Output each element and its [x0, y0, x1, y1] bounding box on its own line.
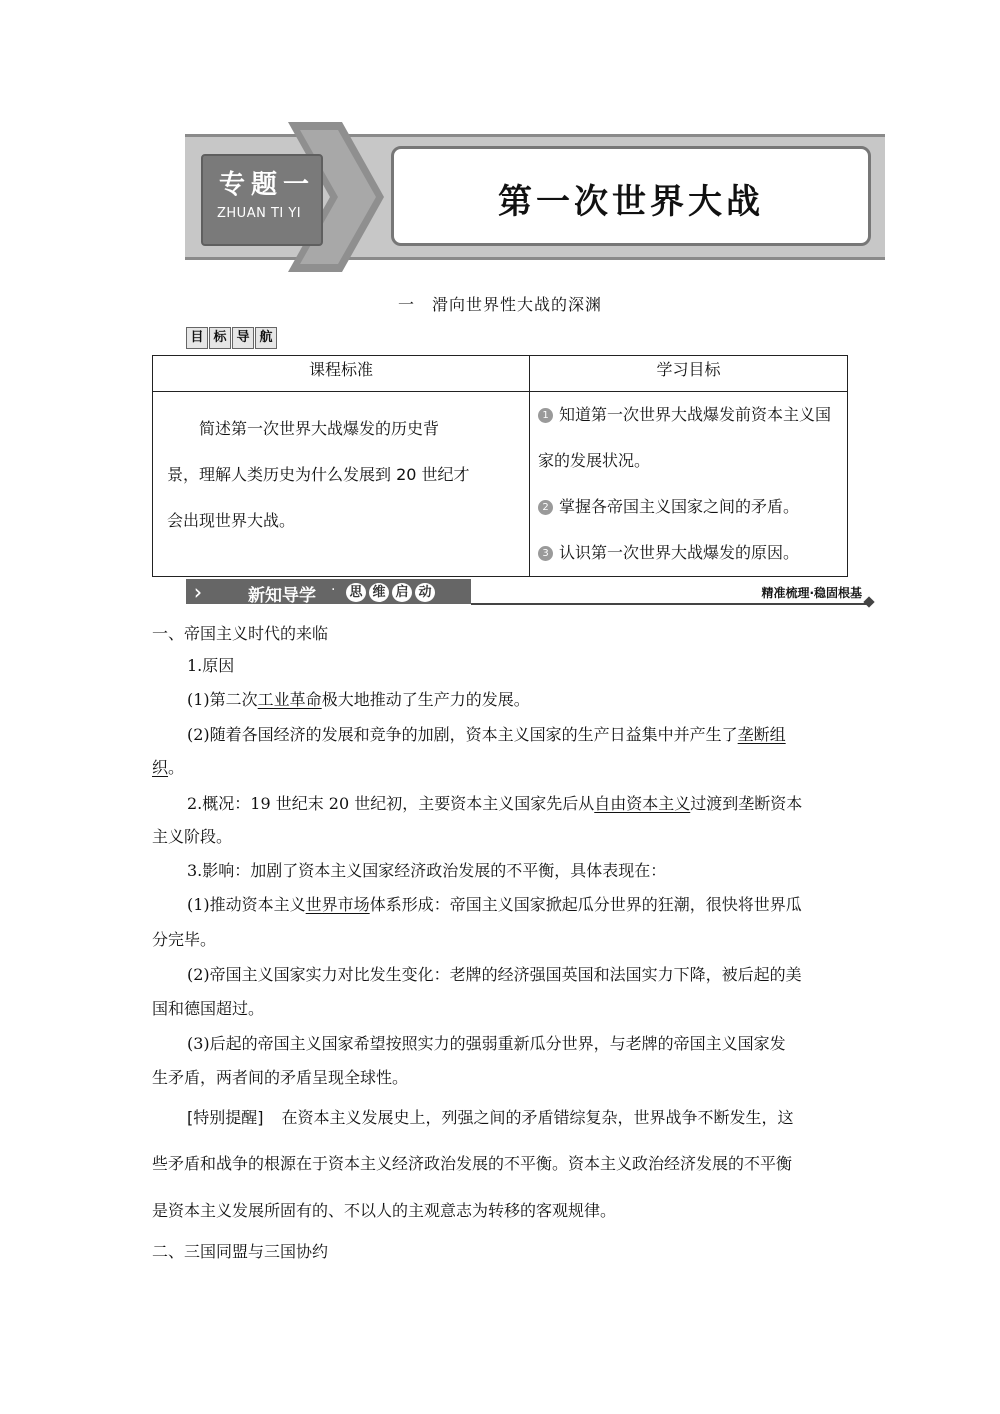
paragraph: (3)后起的帝国主义国家希望按照实力的强弱重新瓜分世界，与老牌的帝国主义国家发	[187, 1034, 786, 1053]
chapter-banner	[185, 122, 885, 272]
subtitle-char: 启	[392, 583, 412, 602]
objectives-nav-label	[186, 327, 278, 349]
paragraph-continued: 分完毕。	[152, 930, 217, 949]
goal-item	[538, 530, 839, 576]
table-row	[153, 392, 848, 577]
paragraph-continued: 织。	[152, 758, 185, 777]
section-bar-rule	[471, 603, 869, 605]
goal-item-continued: 家的发展状况。	[538, 451, 651, 470]
paragraph: (1)第二次工业革命极大地推动了生产力的发展。	[187, 690, 530, 709]
note-label: [特别提醒]	[187, 1108, 264, 1127]
section-separator: ·	[331, 582, 336, 598]
section-subtitle	[346, 581, 438, 602]
goal-item	[538, 392, 839, 438]
goals-cell	[530, 392, 848, 577]
table-header-row	[153, 356, 848, 392]
section-header-bar	[186, 579, 876, 607]
standard-line: 简述第一次世界大战爆发的历史背	[199, 419, 440, 438]
paragraph: 3.影响：加剧了资本主义国家经济政治发展的不平衡，具体表现在：	[187, 861, 667, 880]
objectives-table	[152, 355, 848, 577]
key-term: 世界市场	[305, 895, 370, 914]
section-tagline: 精准梳理·稳固根基	[761, 586, 862, 600]
number-3-icon: 3	[538, 546, 553, 561]
diamond-icon	[863, 596, 874, 607]
heading-1: 一、帝国主义时代的来临	[152, 624, 329, 643]
nav-char: 目	[186, 327, 208, 349]
paragraph: (2)帝国主义国家实力对比发生变化：老牌的经济强国英国和法国实力下降，被后起的美	[187, 965, 802, 984]
subtitle-char: 动	[415, 583, 435, 602]
nav-char: 导	[232, 327, 254, 349]
cause-label: 1.原因	[187, 656, 235, 675]
nav-char: 航	[255, 327, 277, 349]
special-note-line: 是资本主义发展所固有的、不以人的主观意志为转移的客观规律。	[152, 1201, 617, 1220]
col-header-standard: 课程标准	[153, 356, 530, 392]
number-2-icon: 2	[538, 500, 553, 515]
paragraph: 2.概况：19 世纪末 20 世纪初，主要资本主义国家先后从自由资本主义过渡到垄断资本	[187, 794, 803, 813]
topic-pinyin: ZHUAN TI YI	[217, 206, 302, 221]
goal-item	[538, 484, 839, 530]
subtitle-char: 思	[346, 583, 366, 602]
key-term: 工业革命	[257, 690, 322, 709]
paragraph: (2)随着各国经济的发展和竞争的加剧，资本主义国家的生产日益集中并产生了垄断组	[187, 725, 786, 744]
lesson-title: 一 滑向世界性大战的深渊	[397, 295, 602, 314]
key-term: 织	[152, 758, 169, 777]
goal-text: 掌握各帝国主义国家之间的矛盾。	[559, 497, 800, 516]
goal-text: 知道第一次世界大战爆发前资本主义国	[559, 405, 832, 424]
section-title: 新知导学	[248, 586, 316, 606]
key-term: 自由资本主义	[594, 794, 691, 813]
special-note: [特别提醒] 在资本主义发展史上，列强之间的矛盾错综复杂，世界战争不断发生，这	[187, 1108, 794, 1127]
paragraph: (1)推动资本主义世界市场体系形成：帝国主义国家掀起瓜分世界的狂潮，很快将世界瓜	[187, 895, 802, 914]
heading-2: 二、三国同盟与三国协约	[152, 1242, 329, 1261]
goal-text: 认识第一次世界大战爆发的原因。	[559, 543, 800, 562]
paragraph-continued: 主义阶段。	[152, 827, 233, 846]
chapter-title: 第一次世界大战	[498, 182, 764, 222]
paragraph-continued: 生矛盾，两者间的矛盾呈现全球性。	[152, 1068, 409, 1087]
nav-char: 标	[209, 327, 231, 349]
standard-cell	[153, 392, 530, 577]
standard-line: 会出现世界大战。	[167, 511, 296, 530]
topic-label: 专题一	[219, 170, 316, 200]
special-note-line: 些矛盾和战争的根源在于资本主义经济政治发展的不平衡。资本主义政治经济发展的不平衡	[152, 1154, 793, 1173]
subtitle-char: 维	[369, 583, 389, 602]
col-header-goals: 学习目标	[530, 356, 848, 392]
paragraph-continued: 国和德国超过。	[152, 999, 265, 1018]
standard-line: 景，理解人类历史为什么发展到 20 世纪才	[167, 465, 470, 484]
number-1-icon: 1	[538, 408, 553, 423]
key-term: 垄断组	[737, 725, 786, 744]
